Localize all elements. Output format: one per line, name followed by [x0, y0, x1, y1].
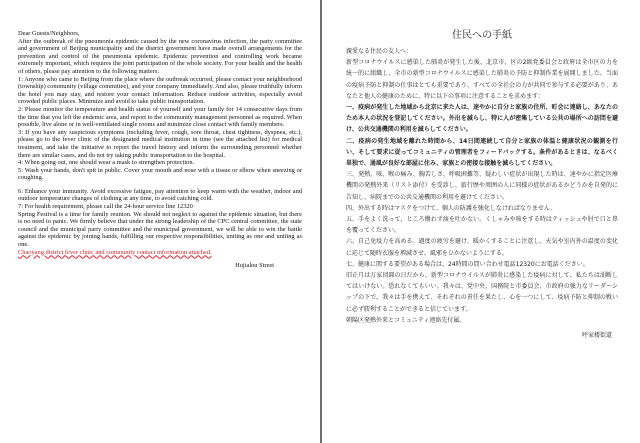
- jp-item-5: 五、手をよく洗って、ところ構わず痰を吐かない。くしゃみや咳をする時はティッシュや肘で口と鼻を覆ってください。: [346, 216, 618, 235]
- item-1: 1: Anyone who came to Beijing from the place where the outbreak occurred, please contact your neighborhood (township) community (village committee), and your company immediately. And also, please truthfully inform the hotel you may stay, and restore your contact information. Reduce outdoor activities, especially avoid crowded public places. Minimize and avoid to take public transportation.: [18, 75, 302, 106]
- jp-item-1: 一、疫病が発生した地域から北京に来た人は、速やかに自分と家族の住所、町会に連絡し、あなたのため本人の状況を登記してください。外出を減らし、特に人が密集している公共の場所への訪問を避け、公共交通機関の利用を減らしてください。: [346, 104, 618, 134]
- item-6: 6: Enhance your immunity. Avoid excessive fatigue, pay attention to keep warm with the weather, indoor and outdoor temperature changes of clothing at any time, to avoid catching cold.: [18, 187, 302, 203]
- signature: Hujialou Street: [235, 262, 274, 270]
- jp-item-2: 二、疫病の発生地域を離れた時間から、14日間連続して自分と家族の体温と健康状況の観測を行い、そして要求に従ってコミュニティの管理者をフィードバックする。条件があるときは、なるべく単独で、通風が良好な部屋に住み、家族との密接な接触を減らしてください。: [346, 137, 618, 168]
- jp-closing: 旧正月は万家団圓の日だから、新型コロナウイルスが肺炎に感染した疫病に対して、私たちは油断してはいけない。恐れなくてもいい。我々は、党中央、国務院と市委員会、市政府の強力なリーダーシップの下で、我々は手を携えて、それぞれの責任を果たし、心を一つにして、疫病予防と抑制の戦いに必ず勝利することができると信じています。: [346, 272, 618, 313]
- intro-paragraph: After the outbreak of the pneumonia epidemic caused by the new coronavirus infection, the party committee and government of Beijing municipality and the district government have made overall arrangements for the prevention and control of the pneumonia epidemic. Epidemic prevention and controlling work became extremely important, which requires the joint participation of the whole society. For your health and the health of others, please pay attention to the following matters:: [18, 37, 302, 75]
- jp-greeting: 親愛なる住民の友人へ：: [346, 48, 413, 55]
- item-7: 7: For health requirement, please call the 24-hour service line 12320: [18, 203, 193, 211]
- jp-intro: 新型コロナウイルスに感染した肺炎が発生した後、北京市、区の2級党委員会と政府は全市区の力を統一的に組織し、全市の新型コロナウイルスに感染した肺炎の予防と抑制作業を展開しました。当面の疫病予防と抑制の仕事はとても重要であり、すべての全社会の力が共同で参与する必要があり、あなたと他人の健康のために、特に以下の事項に注意することを求めます：: [346, 59, 618, 100]
- japanese-letter-body: [346, 28, 618, 341]
- jp-item-7: 七、健康に関する要望がある場合は、24時間の問い合わせ電話12320にお電話ください。: [346, 260, 589, 268]
- item-3: 3: If you have any suspicious symptoms (including fever, cough, sore throat, chest tightness, dyspnea, etc.), please go to the fever clinic of the designated medical institution in time (see the attached list) for medical treatment, and take the initiative to report the travel history and inform the surrounding personnel whether there are similar cases, and do not try taking public transportation to the hospital.: [18, 128, 302, 159]
- closing-paragraph: Spring Festival is a time for family reunion. We should not neglect to against the epidemic situation, but there is no need to panic. We firmly believe that under the strong leadership of the CPC central committee, the state council and the municipal party committee and the municipal government, we will be able to win the battle against the epidemic by joining hands, fulfilling our respective responsibilities, uniting as one and uniting as one.: [18, 210, 302, 249]
- item-2: 2: Please monitor the temperature and health status of yourself and your family for 14 consecutive days from the time that you left the endemic area, and report to the community management personnel as required. When possible, live alone or in well-ventilated single rooms and minimize close contact with family members.: [18, 105, 302, 129]
- greeting: Dear Guests/Neighbors,: [18, 30, 80, 37]
- jp-item-4: 四、外出する時はマスクをつけて、個人の防護を強化しなければなりません。: [346, 204, 557, 212]
- item-4: 4: When going out, one should wear a mask to strengthen protection.: [18, 159, 195, 167]
- jp-item-3: 三、発熱、咳、喉の痛み、胸苦しさ、呼吸困難等、疑わしい症状が出現した時は、速やかに指定医療機関の発熱外来（リスト添付）を受診し、旅行歴や周囲の人に同様の症状があるかどうかを自発的に告知し、病院までの公共交通機関の利用を避けてください。: [346, 171, 618, 201]
- attachment-note: Chaoyang district fever clinic and community contact information attached.: [18, 248, 212, 256]
- jp-attachment: 朝陽区発熱外来とコミュニティ連絡先付属。: [346, 316, 466, 324]
- jp-signature: 呼家楼街道: [581, 332, 612, 340]
- letter-title: 住民への手紙: [452, 30, 512, 41]
- english-letter-body: [18, 30, 302, 270]
- japanese-letter-page: [322, 0, 640, 443]
- item-5: 5: Wash your hands, don't spit in public. Cover your mouth and nose with a tissue or elbow when sneezing or coughing.: [18, 166, 302, 182]
- jp-item-6: 六、自己免疫力を高める。過度の疲労を避け、暖かくすることに注意し、天気や室内外の温度の変化に応じて随時衣服を増減させ、風邪をひかないようにする。: [346, 238, 618, 257]
